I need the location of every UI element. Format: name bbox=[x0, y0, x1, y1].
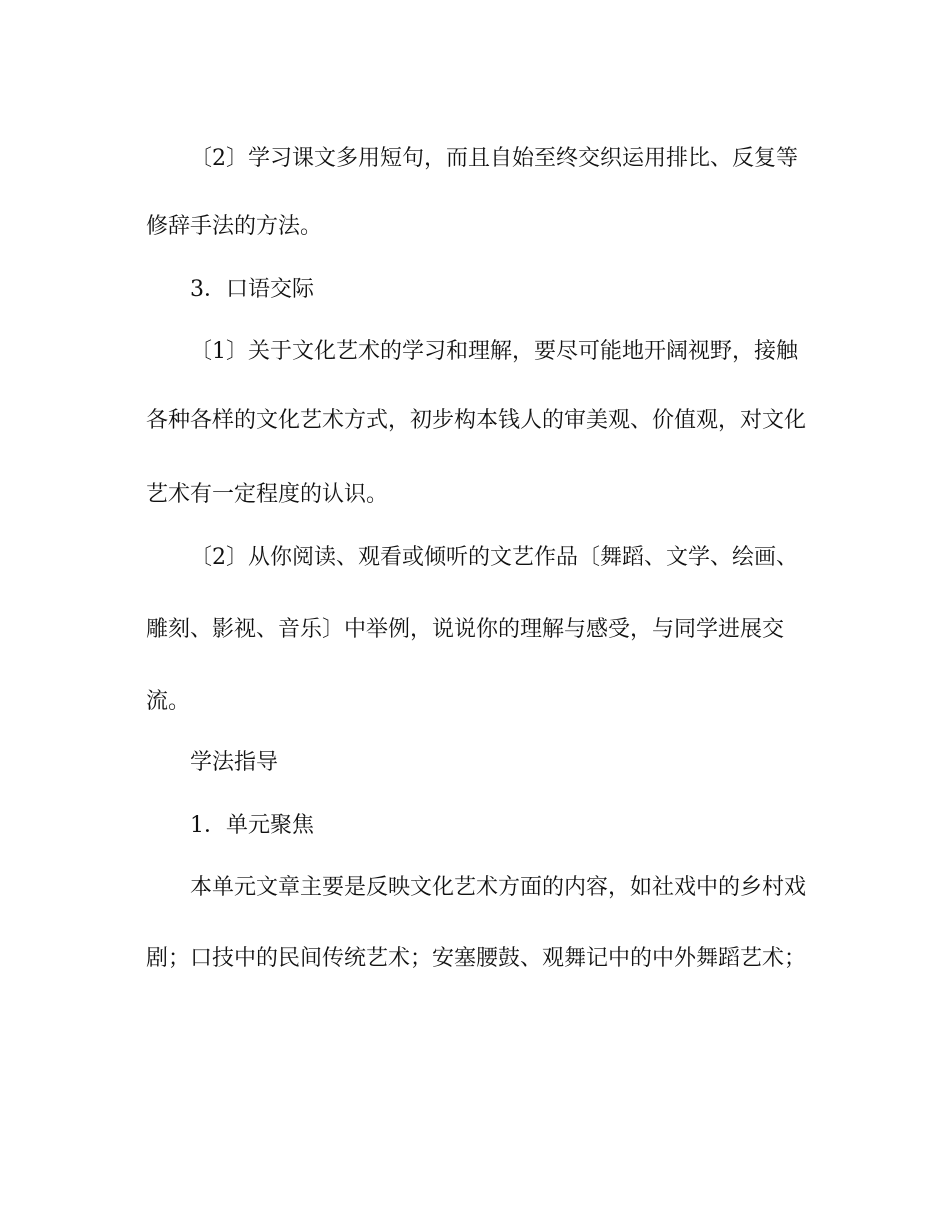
paragraph-line: 各种各样的文化艺术方式，初步构本钱人的审美观、价值观，对文化 bbox=[146, 408, 807, 433]
section-heading: 1．单元聚焦 bbox=[190, 813, 314, 838]
paragraph-line: 流。 bbox=[146, 689, 191, 714]
paragraph-line: 〔2〕从你阅读、观看或倾听的文艺作品〔舞蹈、文学、绘画、 bbox=[190, 545, 798, 570]
paragraph-line: 剧；口技中的民间传统艺术；安塞腰鼓、观舞记中的中外舞蹈艺术； bbox=[146, 946, 807, 971]
paragraph-line: 艺术有一定程度的认识。 bbox=[146, 482, 389, 507]
section-heading: 学法指导 bbox=[190, 750, 279, 775]
paragraph-line: 本单元文章主要是反映文化艺术方面的内容，如社戏中的乡村戏 bbox=[190, 875, 807, 900]
paragraph-line: 修辞手法的方法。 bbox=[146, 214, 323, 239]
paragraph-line: 〔2〕学习课文多用短句，而且自始至终交织运用排比、反复等 bbox=[190, 146, 798, 171]
section-heading: 3．口语交际 bbox=[190, 277, 314, 302]
paragraph-line: 〔1〕关于文化艺术的学习和理解，要尽可能地开阔视野，接触 bbox=[190, 339, 798, 364]
paragraph-line: 雕刻、影视、音乐〕中举例，说说你的理解与感受，与同学进展交 bbox=[146, 617, 785, 642]
